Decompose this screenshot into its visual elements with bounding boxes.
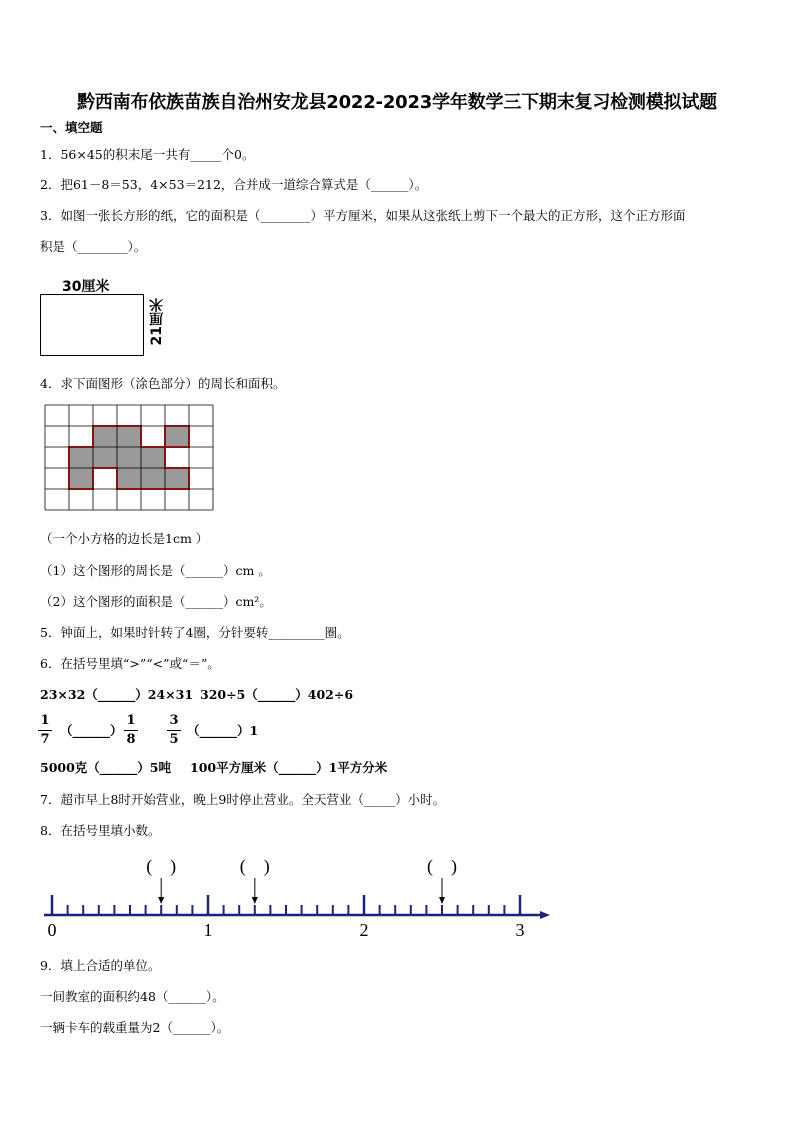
- numerator: 3: [169, 713, 179, 728]
- rect-height-label: 21厘米: [149, 298, 165, 346]
- axis-label: 2: [359, 920, 369, 940]
- axis-label: 1: [203, 920, 213, 940]
- question-6: 6．在括号里填“>”“<”或“＝”。: [40, 656, 220, 671]
- q4-note: （一个小方格的边长是1cm ）: [40, 531, 209, 546]
- question-7: 7．超市早上8时开始营业，晚上9时停止营业。全天营业（_____）小时。: [40, 792, 446, 807]
- numerator: 1: [40, 713, 50, 728]
- q9-part-2: 一辆卡车的载重量为2（______）。: [40, 1020, 230, 1035]
- fraction-1-8: [124, 713, 138, 748]
- fraction-1-7: [38, 713, 52, 748]
- rectangle-figure: [40, 294, 144, 356]
- answer-blank: ( ): [239, 856, 270, 876]
- pointer-arrowhead: [439, 897, 445, 904]
- question-2: 2．把61－8＝53，4×53＝212，合并成一道综合算式是（______）。: [40, 177, 428, 192]
- q9-part-1: 一间教室的面积约48（______）。: [40, 989, 225, 1004]
- q6-row1-left: 23×32（______）24×31: [40, 687, 194, 702]
- axis-arrowhead: [540, 911, 550, 919]
- answer-blank: ( ): [427, 856, 457, 876]
- q6-row3-left: 5000克（______）5吨: [40, 760, 171, 775]
- q4-part-1: （1）这个图形的周长是（______）cm 。: [40, 563, 271, 578]
- number-line: [40, 852, 555, 942]
- question-9: 9．填上合适的单位。: [40, 958, 161, 973]
- question-5: 5．钟面上，如果时针转了4圈，分针要转_________圈。: [40, 625, 350, 640]
- question-4: 4．求下面图形（涂色部分）的周长和面积。: [40, 376, 286, 391]
- denominator: 8: [126, 732, 136, 747]
- rect-width-label: 30厘米: [62, 279, 110, 295]
- question-3-line-2: 积是（________）。: [40, 239, 147, 254]
- answer-blank: ( ): [146, 856, 177, 876]
- grid-figure: [44, 404, 218, 512]
- fraction-blank-1: （______）: [60, 723, 123, 738]
- q6-row1-right: 320÷5（______）402÷6: [200, 687, 354, 702]
- axis-label: 3: [515, 920, 525, 940]
- question-8: 8．在括号里填小数。: [40, 823, 161, 838]
- section-heading: 一、填空题: [40, 120, 103, 135]
- fraction-3-5: [167, 713, 181, 748]
- question-1: 1．56×45的积末尾一共有_____个0。: [40, 147, 255, 162]
- fraction-blank-2: （______）1: [187, 723, 259, 738]
- denominator: 7: [40, 732, 50, 747]
- numerator: 1: [126, 713, 136, 728]
- pointer-arrowhead: [252, 897, 258, 904]
- shaded-shape: [69, 426, 189, 489]
- page-title: 黔西南布依族苗族自治州安龙县2022-2023学年数学三下期末复习检测模拟试题: [77, 92, 717, 113]
- q4-part-2: （2）这个图形的面积是（______）cm²。: [40, 594, 272, 609]
- q6-row3-right: 100平方厘米（______）1平方分米: [190, 760, 388, 775]
- axis-label: 0: [47, 920, 57, 940]
- pointer-arrowhead: [158, 897, 164, 904]
- denominator: 5: [169, 732, 179, 747]
- question-3-line-1: 3．如图一张长方形的纸，它的面积是（________）平方厘米，如果从这张纸上剪下一个最大的正方形，这个正方形面: [40, 208, 686, 223]
